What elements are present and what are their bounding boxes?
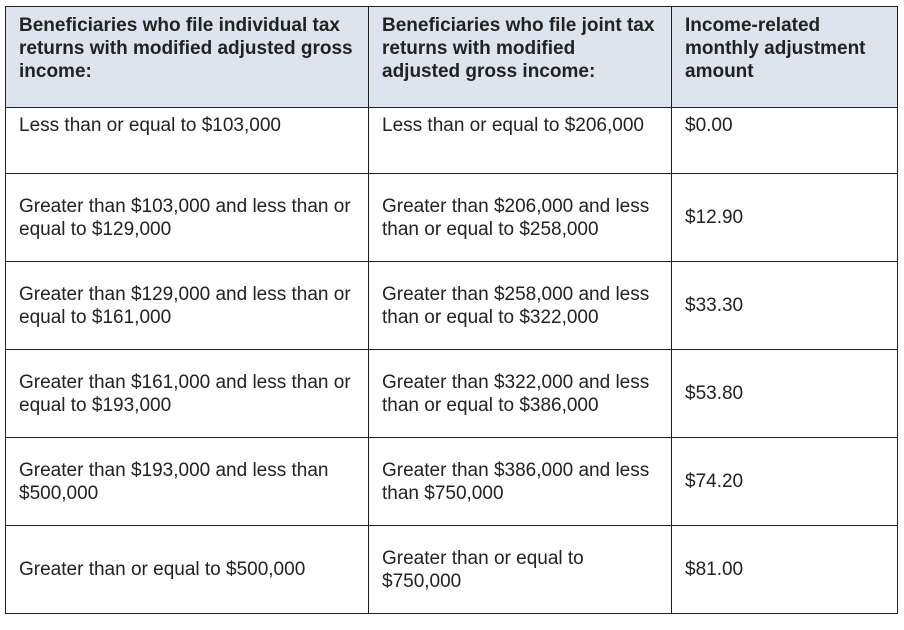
cell-amount: $53.80 [672,350,898,438]
table-row [6,526,898,614]
cell-joint: Greater than $386,000 and less than $750,000 [369,438,672,526]
cell-joint: Less than or equal to $206,000 [369,108,672,174]
table-header [6,7,898,108]
header-individual: Beneficiaries who file individual tax returns with modified adjusted gross income: [6,7,369,108]
cell-individual: Less than or equal to $103,000 [6,108,369,174]
cell-individual: Greater than $161,000 and less than or equal to $193,000 [6,350,369,438]
table-row [6,174,898,262]
cell-amount: $74.20 [672,438,898,526]
table-row [6,438,898,526]
header-joint: Beneficiaries who file joint tax returns with modified adjusted gross income: [369,7,672,108]
cell-individual: Greater than $129,000 and less than or equal to $161,000 [6,262,369,350]
table-row [6,108,898,174]
irmaa-table [5,6,898,614]
table-row [6,262,898,350]
cell-amount: $81.00 [672,526,898,614]
cell-joint: Greater than $206,000 and less than or equal to $258,000 [369,174,672,262]
cell-joint: Greater than or equal to $750,000 [369,526,672,614]
table-row [6,350,898,438]
cell-individual: Greater than $103,000 and less than or equal to $129,000 [6,174,369,262]
cell-individual: Greater than $193,000 and less than $500,000 [6,438,369,526]
header-row [6,7,898,108]
cell-amount: $0.00 [672,108,898,174]
cell-joint: Greater than $258,000 and less than or equal to $322,000 [369,262,672,350]
header-amount: Income-related monthly adjustment amount [672,7,898,108]
table-body [6,108,898,614]
cell-amount: $33.30 [672,262,898,350]
cell-amount: $12.90 [672,174,898,262]
cell-individual: Greater than or equal to $500,000 [6,526,369,614]
cell-joint: Greater than $322,000 and less than or equal to $386,000 [369,350,672,438]
